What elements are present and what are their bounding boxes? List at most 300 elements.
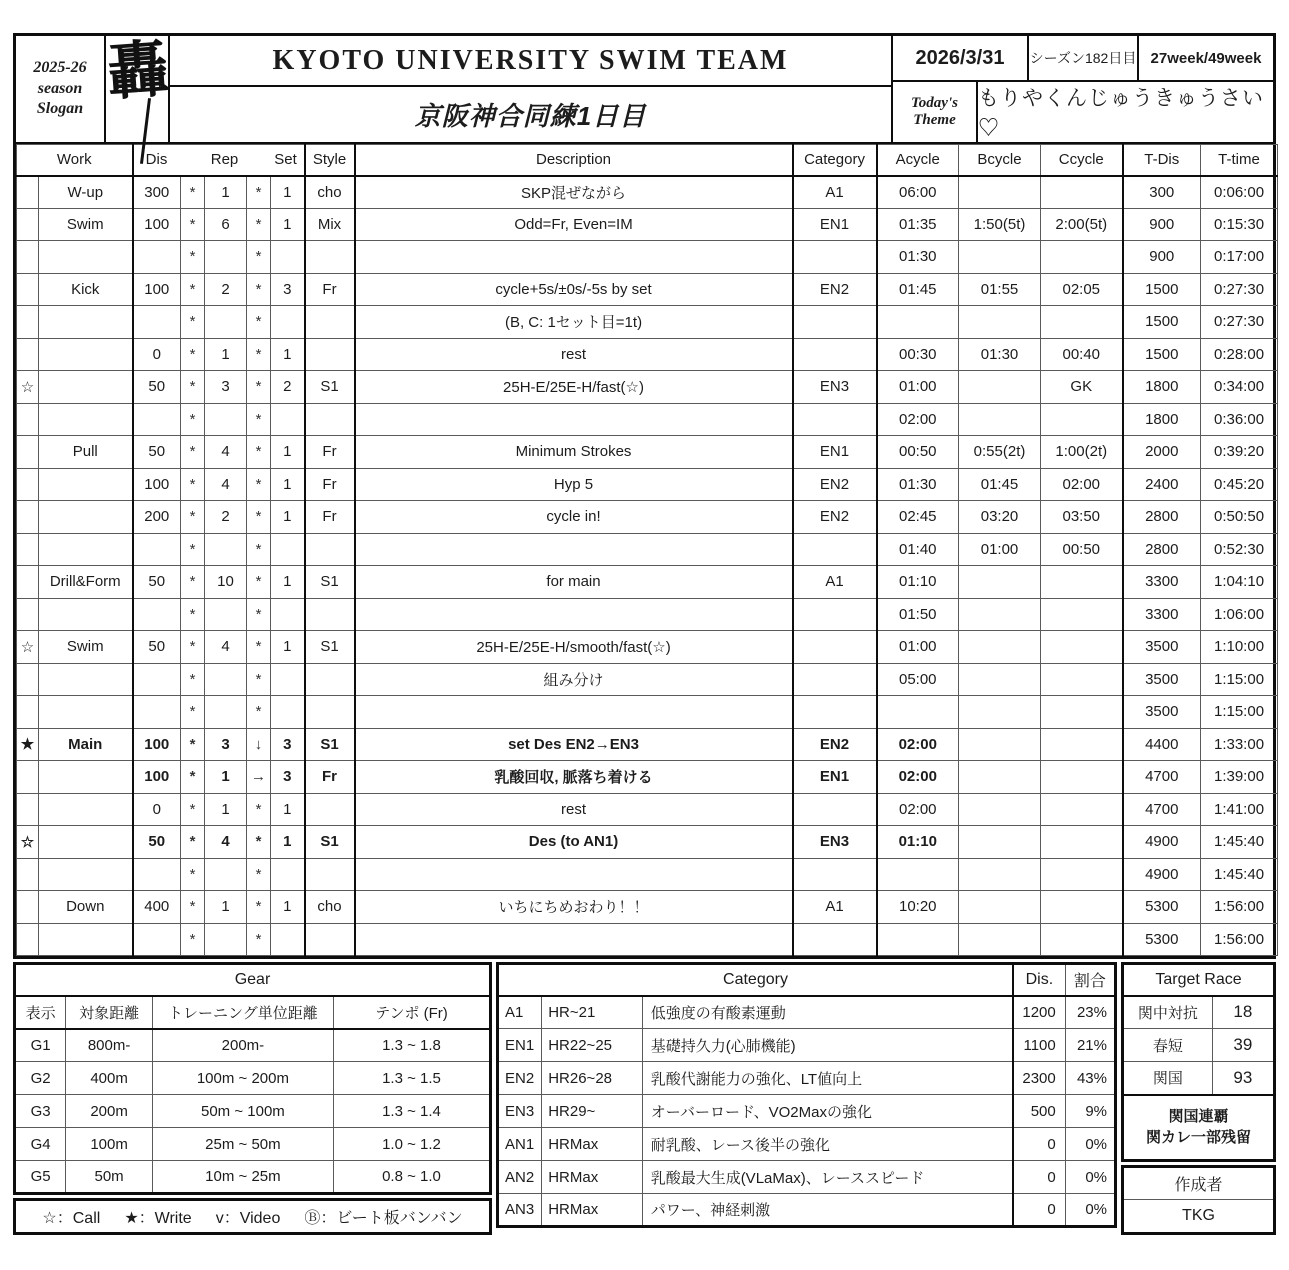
row-acycle: 01:35 xyxy=(877,208,959,241)
category-ratio: 0% xyxy=(1065,1128,1115,1161)
category-row xyxy=(498,1095,1116,1128)
gear-col-tempo: テンポ (Fr) xyxy=(333,996,490,1029)
header-right xyxy=(893,36,1273,142)
row-multiply-sign-2: * xyxy=(247,566,271,599)
row-category: EN3 xyxy=(793,371,877,404)
row-mark-star xyxy=(17,891,39,924)
category-heart-rate: HRMax xyxy=(542,1161,642,1194)
row-work: Swim xyxy=(39,631,133,664)
row-reps: 4 xyxy=(205,826,247,859)
row-distance xyxy=(133,598,181,631)
row-bcycle xyxy=(959,858,1041,891)
target-race-days: 39 xyxy=(1212,1029,1274,1062)
row-description: 25H-E/25E-H/fast(☆) xyxy=(355,371,793,404)
workout-row xyxy=(17,696,1278,729)
target-race-row xyxy=(1123,1029,1275,1062)
workout-row xyxy=(17,208,1278,241)
legend-video: v：Video xyxy=(215,1210,281,1227)
gear-tempo: 1.3 ~ 1.4 xyxy=(333,1095,490,1128)
row-mark-star xyxy=(17,501,39,534)
row-total-distance: 1800 xyxy=(1123,371,1201,404)
row-total-time: 0:15:30 xyxy=(1201,208,1278,241)
row-mark-star xyxy=(17,273,39,306)
gear-section xyxy=(13,962,492,1235)
gear-tempo: 1.3 ~ 1.8 xyxy=(333,1029,490,1062)
category-ratio: 43% xyxy=(1065,1062,1115,1095)
row-ccycle xyxy=(1041,176,1123,209)
workout-row xyxy=(17,176,1278,209)
col-header-description: Description xyxy=(355,145,793,176)
row-style: Fr xyxy=(305,761,355,794)
row-style: S1 xyxy=(305,631,355,664)
row-total-distance: 2800 xyxy=(1123,501,1201,534)
row-style: Mix xyxy=(305,208,355,241)
row-description xyxy=(355,533,793,566)
category-distance: 0 xyxy=(1013,1194,1065,1227)
row-style xyxy=(305,923,355,956)
top-block xyxy=(13,33,1276,959)
target-race-section xyxy=(1121,962,1276,1235)
row-distance: 100 xyxy=(133,728,181,761)
row-bcycle xyxy=(959,826,1041,859)
row-bcycle xyxy=(959,631,1041,664)
row-ccycle xyxy=(1041,891,1123,924)
row-work xyxy=(39,858,133,891)
row-multiply-sign: * xyxy=(181,241,205,274)
row-mark-star xyxy=(17,858,39,891)
row-acycle xyxy=(877,696,959,729)
row-bcycle xyxy=(959,663,1041,696)
row-acycle xyxy=(877,923,959,956)
row-total-distance: 1500 xyxy=(1123,338,1201,371)
row-total-distance: 2400 xyxy=(1123,468,1201,501)
row-total-time: 1:15:00 xyxy=(1201,696,1278,729)
category-distance: 500 xyxy=(1013,1095,1065,1128)
bottom-section xyxy=(13,962,1276,1235)
row-total-time: 1:56:00 xyxy=(1201,891,1278,924)
row-mark-star xyxy=(17,663,39,696)
row-multiply-sign-2: * xyxy=(247,663,271,696)
row-bcycle xyxy=(959,728,1041,761)
row-description xyxy=(355,696,793,729)
row-sets: 1 xyxy=(271,891,305,924)
row-total-distance: 3500 xyxy=(1123,631,1201,664)
row-ccycle: 1:00(2t) xyxy=(1041,436,1123,469)
row-acycle: 10:20 xyxy=(877,891,959,924)
row-reps xyxy=(205,858,247,891)
row-ccycle: 00:40 xyxy=(1041,338,1123,371)
legend-beat: Ⓑ：ビート板バンバン xyxy=(304,1210,463,1227)
gear-training-unit: 50m ~ 100m xyxy=(152,1095,333,1128)
gear-target-distance: 800m- xyxy=(66,1029,153,1062)
category-table xyxy=(496,962,1117,1228)
gear-target-distance: 100m xyxy=(66,1128,153,1161)
category-distance: 0 xyxy=(1013,1128,1065,1161)
practice-sheet xyxy=(13,33,1276,1235)
row-acycle xyxy=(877,858,959,891)
row-reps xyxy=(205,403,247,436)
row-reps: 2 xyxy=(205,501,247,534)
gear-training-unit: 100m ~ 200m xyxy=(152,1062,333,1095)
row-distance: 50 xyxy=(133,371,181,404)
gear-training-unit: 25m ~ 50m xyxy=(152,1128,333,1161)
row-sets: 1 xyxy=(271,468,305,501)
row-reps xyxy=(205,241,247,274)
row-description: Hyp 5 xyxy=(355,468,793,501)
row-mark-star xyxy=(17,241,39,274)
row-style xyxy=(305,793,355,826)
row-multiply-sign: * xyxy=(181,891,205,924)
category-code: EN2 xyxy=(498,1062,542,1095)
row-sets: 1 xyxy=(271,176,305,209)
target-race-name: 関中対抗 xyxy=(1123,996,1213,1029)
row-multiply-sign: * xyxy=(181,696,205,729)
row-style xyxy=(305,306,355,339)
row-description: (B, C: 1セット目=1t) xyxy=(355,306,793,339)
col-header-set: Set xyxy=(274,151,297,169)
row-multiply-sign-2: * xyxy=(247,533,271,566)
col-header-ttime: T-time xyxy=(1201,145,1278,176)
row-distance: 100 xyxy=(133,468,181,501)
row-mark-star xyxy=(17,696,39,729)
row-category xyxy=(793,241,877,274)
row-mark-star xyxy=(17,468,39,501)
workout-header-row xyxy=(17,145,1278,176)
category-description: 基礎持久力(心肺機能) xyxy=(642,1029,1013,1062)
row-ccycle xyxy=(1041,566,1123,599)
row-category: A1 xyxy=(793,891,877,924)
row-reps: 1 xyxy=(205,176,247,209)
gear-target-distance: 200m xyxy=(66,1095,153,1128)
row-acycle xyxy=(877,306,959,339)
workout-row xyxy=(17,403,1278,436)
row-mark-star xyxy=(17,598,39,631)
row-category: EN1 xyxy=(793,208,877,241)
row-multiply-sign-2: * xyxy=(247,826,271,859)
row-style: Fr xyxy=(305,501,355,534)
row-multiply-sign: * xyxy=(181,598,205,631)
row-bcycle xyxy=(959,696,1041,729)
row-work: Drill&Form xyxy=(39,566,133,599)
row-category xyxy=(793,696,877,729)
row-multiply-sign: * xyxy=(181,793,205,826)
row-style xyxy=(305,598,355,631)
row-description xyxy=(355,923,793,956)
row-description: SKP混ぜながら xyxy=(355,176,793,209)
row-total-distance: 4900 xyxy=(1123,826,1201,859)
row-style xyxy=(305,403,355,436)
row-multiply-sign-2: * xyxy=(247,631,271,664)
category-heart-rate: HR29~ xyxy=(542,1095,642,1128)
row-multiply-sign: * xyxy=(181,273,205,306)
row-mark-star xyxy=(17,566,39,599)
row-total-distance: 4700 xyxy=(1123,761,1201,794)
category-table-body xyxy=(498,996,1116,1227)
row-sets: 2 xyxy=(271,371,305,404)
creator-label: 作成者 xyxy=(1124,1168,1273,1200)
row-category: A1 xyxy=(793,566,877,599)
theme-label-line2: Theme xyxy=(913,112,956,128)
row-total-time: 1:45:40 xyxy=(1201,826,1278,859)
row-distance: 50 xyxy=(133,826,181,859)
gear-row xyxy=(15,1095,491,1128)
date: 2026/3/31 xyxy=(893,36,1029,80)
creator-name: TKG xyxy=(1182,1207,1215,1224)
row-multiply-sign-2: * xyxy=(247,696,271,729)
row-ccycle: 02:05 xyxy=(1041,273,1123,306)
row-reps xyxy=(205,663,247,696)
col-header-category: Category xyxy=(793,145,877,176)
row-ccycle xyxy=(1041,728,1123,761)
row-total-time: 0:27:30 xyxy=(1201,306,1278,339)
legend-call: ☆：Call xyxy=(42,1210,101,1227)
target-slogan-line1: 関国連覇 xyxy=(1168,1106,1229,1125)
workout-row xyxy=(17,371,1278,404)
row-description: Odd=Fr, Even=IM xyxy=(355,208,793,241)
row-mark-star xyxy=(17,403,39,436)
row-distance xyxy=(133,241,181,274)
row-ccycle xyxy=(1041,858,1123,891)
row-acycle: 02:00 xyxy=(877,793,959,826)
row-total-time: 0:50:50 xyxy=(1201,501,1278,534)
row-category xyxy=(793,338,877,371)
row-style: cho xyxy=(305,891,355,924)
row-total-time: 0:45:20 xyxy=(1201,468,1278,501)
row-sets: 3 xyxy=(271,761,305,794)
row-total-time: 1:33:00 xyxy=(1201,728,1278,761)
row-work xyxy=(39,598,133,631)
row-multiply-sign: * xyxy=(181,371,205,404)
row-bcycle: 1:50(5t) xyxy=(959,208,1041,241)
row-total-time: 0:36:00 xyxy=(1201,403,1278,436)
row-acycle: 01:50 xyxy=(877,598,959,631)
row-description: Minimum Strokes xyxy=(355,436,793,469)
row-total-time: 0:27:30 xyxy=(1201,273,1278,306)
row-sets xyxy=(271,923,305,956)
category-heart-rate: HRMax xyxy=(542,1128,642,1161)
gear-title: Gear xyxy=(15,964,491,996)
row-description: cycle in! xyxy=(355,501,793,534)
row-description: for main xyxy=(355,566,793,599)
row-ccycle xyxy=(1041,923,1123,956)
row-multiply-sign-2: * xyxy=(247,501,271,534)
row-ccycle xyxy=(1041,793,1123,826)
row-work xyxy=(39,338,133,371)
category-title-row xyxy=(498,964,1116,996)
row-category xyxy=(793,923,877,956)
workout-row xyxy=(17,663,1278,696)
category-ratio: 9% xyxy=(1065,1095,1115,1128)
category-code: AN1 xyxy=(498,1128,542,1161)
row-description: rest xyxy=(355,338,793,371)
row-category xyxy=(793,598,877,631)
category-description: オーバーロード、VO2Maxの強化 xyxy=(642,1095,1013,1128)
row-total-distance: 1500 xyxy=(1123,273,1201,306)
row-bcycle xyxy=(959,566,1041,599)
workout-row xyxy=(17,306,1278,339)
row-bcycle xyxy=(959,403,1041,436)
sheet-header xyxy=(16,31,1273,144)
row-total-time: 0:28:00 xyxy=(1201,338,1278,371)
workout-row xyxy=(17,338,1278,371)
category-distance: 2300 xyxy=(1013,1062,1065,1095)
row-style xyxy=(305,696,355,729)
gear-target-distance: 50m xyxy=(66,1161,153,1194)
header-theme-row xyxy=(893,82,1273,142)
gear-code: G5 xyxy=(15,1161,66,1194)
row-description: いちにちめおわり！！ xyxy=(355,891,793,924)
row-distance xyxy=(133,663,181,696)
row-work xyxy=(39,663,133,696)
workout-row xyxy=(17,436,1278,469)
workout-row xyxy=(17,566,1278,599)
row-multiply-sign-2: * xyxy=(247,598,271,631)
gear-table-body xyxy=(15,1029,491,1194)
row-total-distance: 2800 xyxy=(1123,533,1201,566)
row-style: Fr xyxy=(305,468,355,501)
category-ratio: 21% xyxy=(1065,1029,1115,1062)
row-multiply-sign-2: * xyxy=(247,858,271,891)
row-total-distance: 900 xyxy=(1123,241,1201,274)
row-total-time: 0:52:30 xyxy=(1201,533,1278,566)
team-title: KYOTO UNIVERSITY SWIM TEAM xyxy=(170,36,891,87)
row-acycle: 00:50 xyxy=(877,436,959,469)
category-row xyxy=(498,1161,1116,1194)
category-row xyxy=(498,1029,1116,1062)
row-style: Fr xyxy=(305,436,355,469)
workout-table-body xyxy=(17,176,1278,956)
row-bcycle xyxy=(959,598,1041,631)
target-race-row xyxy=(1123,1062,1275,1095)
row-multiply-sign: * xyxy=(181,176,205,209)
row-total-time: 1:45:40 xyxy=(1201,858,1278,891)
row-description: set Des EN2→EN3 xyxy=(355,728,793,761)
row-total-distance: 2000 xyxy=(1123,436,1201,469)
gear-title-row xyxy=(15,964,491,996)
row-multiply-sign-2: * xyxy=(247,338,271,371)
category-code: AN3 xyxy=(498,1194,542,1227)
row-category: EN2 xyxy=(793,501,877,534)
col-header-work: Work xyxy=(17,145,133,176)
row-mark-star xyxy=(17,306,39,339)
row-work: Kick xyxy=(39,273,133,306)
row-sets xyxy=(271,663,305,696)
row-work xyxy=(39,826,133,859)
row-multiply-sign: * xyxy=(181,566,205,599)
row-distance: 400 xyxy=(133,891,181,924)
target-race-days: 93 xyxy=(1212,1062,1274,1095)
row-acycle: 01:45 xyxy=(877,273,959,306)
gear-header-row xyxy=(15,996,491,1029)
row-style: S1 xyxy=(305,371,355,404)
row-multiply-sign-2: * xyxy=(247,371,271,404)
gear-col-training-unit: トレーニング単位距離 xyxy=(152,996,333,1029)
row-sets: 1 xyxy=(271,566,305,599)
row-bcycle: 01:30 xyxy=(959,338,1041,371)
row-sets xyxy=(271,403,305,436)
row-distance: 100 xyxy=(133,761,181,794)
row-work xyxy=(39,403,133,436)
row-ccycle xyxy=(1041,241,1123,274)
target-race-title: Target Race xyxy=(1123,964,1275,996)
row-work xyxy=(39,761,133,794)
header-date-row xyxy=(893,36,1273,82)
team-logo xyxy=(104,31,172,142)
row-bcycle xyxy=(959,176,1041,209)
row-reps xyxy=(205,696,247,729)
row-bcycle xyxy=(959,923,1041,956)
workout-row xyxy=(17,241,1278,274)
workout-row xyxy=(17,533,1278,566)
row-acycle: 01:30 xyxy=(877,241,959,274)
category-title: Category xyxy=(498,964,1013,996)
legend-write: ★：Write xyxy=(124,1210,192,1227)
category-code: A1 xyxy=(498,996,542,1029)
target-slogan-line2: 関カレ一部残留 xyxy=(1145,1128,1251,1147)
row-category: EN1 xyxy=(793,761,877,794)
row-style xyxy=(305,663,355,696)
row-ccycle xyxy=(1041,598,1123,631)
row-bcycle xyxy=(959,241,1041,274)
target-race-table xyxy=(1121,962,1276,1162)
category-heart-rate: HR26~28 xyxy=(542,1062,642,1095)
row-mark-star xyxy=(17,338,39,371)
workout-row xyxy=(17,728,1278,761)
workout-row xyxy=(17,793,1278,826)
gear-row xyxy=(15,1062,491,1095)
category-heart-rate: HR~21 xyxy=(542,996,642,1029)
row-multiply-sign-2: * xyxy=(247,176,271,209)
row-reps: 6 xyxy=(205,208,247,241)
row-multiply-sign-2: * xyxy=(247,403,271,436)
row-work: Pull xyxy=(39,436,133,469)
category-description: 耐乳酸、レース後半の強化 xyxy=(642,1128,1013,1161)
row-sets: 1 xyxy=(271,436,305,469)
row-sets: 1 xyxy=(271,208,305,241)
gear-tempo: 1.3 ~ 1.5 xyxy=(333,1062,490,1095)
row-category xyxy=(793,631,877,664)
row-multiply-sign: * xyxy=(181,436,205,469)
row-distance: 50 xyxy=(133,566,181,599)
target-race-days: 18 xyxy=(1212,996,1274,1029)
row-multiply-sign-2: → xyxy=(247,761,271,794)
row-total-distance: 4700 xyxy=(1123,793,1201,826)
row-description xyxy=(355,403,793,436)
workout-row xyxy=(17,761,1278,794)
row-distance: 0 xyxy=(133,338,181,371)
row-total-distance: 4900 xyxy=(1123,858,1201,891)
row-reps: 4 xyxy=(205,631,247,664)
row-style: S1 xyxy=(305,826,355,859)
gear-code: G1 xyxy=(15,1029,66,1062)
row-multiply-sign: * xyxy=(181,858,205,891)
gear-code: G3 xyxy=(15,1095,66,1128)
row-total-distance: 3300 xyxy=(1123,598,1201,631)
row-sets: 3 xyxy=(271,728,305,761)
gear-tempo: 1.0 ~ 1.2 xyxy=(333,1128,490,1161)
row-total-distance: 3500 xyxy=(1123,696,1201,729)
workout-row xyxy=(17,501,1278,534)
row-distance xyxy=(133,306,181,339)
category-row xyxy=(498,1128,1116,1161)
category-distance: 0 xyxy=(1013,1161,1065,1194)
row-work xyxy=(39,793,133,826)
row-description xyxy=(355,598,793,631)
workout-table xyxy=(16,144,1278,956)
row-work xyxy=(39,923,133,956)
row-description: 25H-E/25E-H/smooth/fast(☆) xyxy=(355,631,793,664)
row-multiply-sign-2: * xyxy=(247,468,271,501)
